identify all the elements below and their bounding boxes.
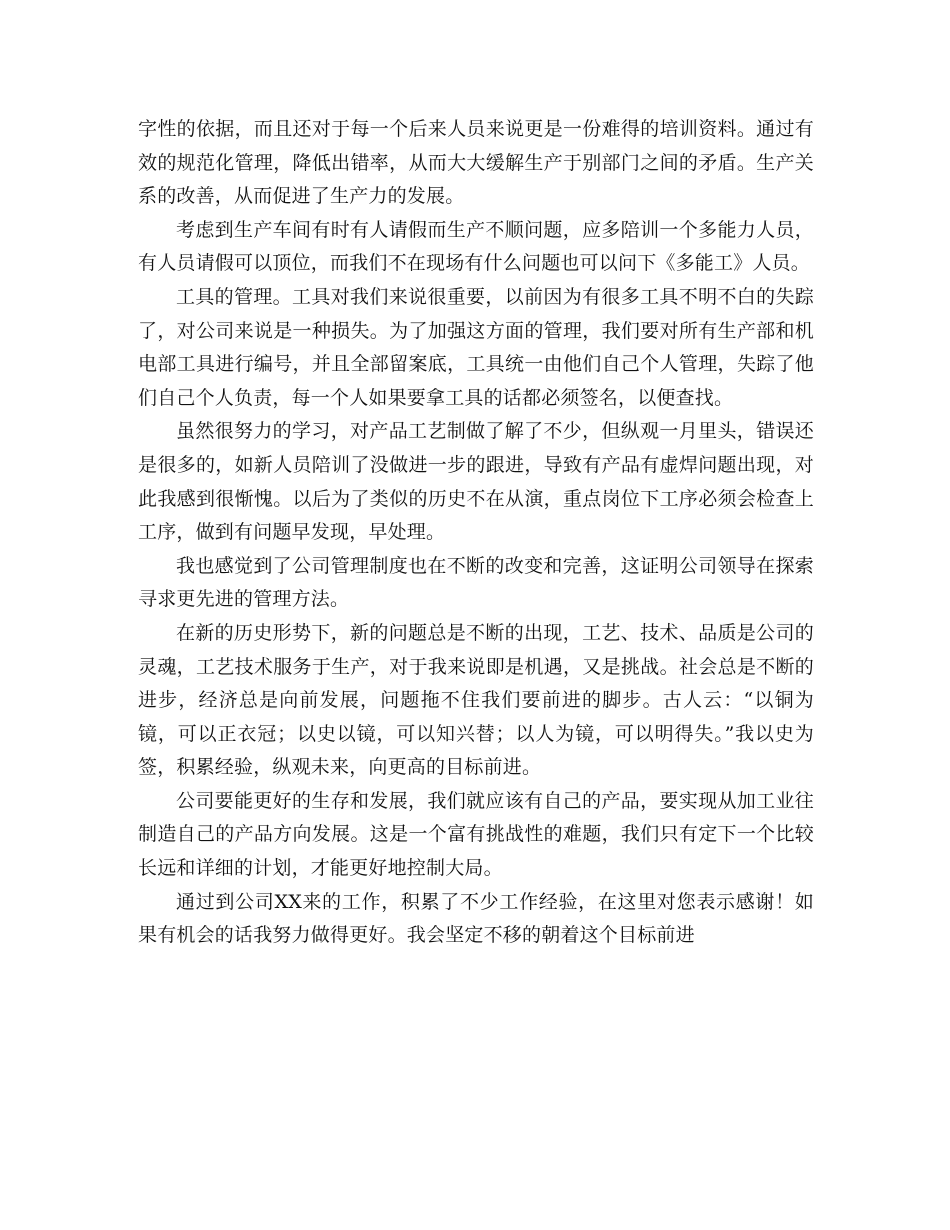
document-body [138, 113, 814, 953]
paragraph-4: 虽然很努力的学习，对产品工艺制做了解了不少，但纵观一月里头，错误还是很多的，如新人员陪训了没做进一步的跟进，导致有产品有虚焊问题出现，对此我感到很惭愧。以后为了类似的历史不在从演，重点岗位下工序必须会检查上工序，做到有问题早发现，早处理。 [138, 420, 814, 544]
paragraph-8: 通过到公司XX来的工作，积累了不少工作经验，在这里对您表示感谢！如果有机会的话我努力做得更好。我会坚定不移的朝着这个目标前进 [138, 890, 814, 947]
paragraph-3: 工具的管理。工具对我们来说很重要，以前因为有很多工具不明不白的失踪了，对公司来说是一种损失。为了加强这方面的管理，我们要对所有生产部和机电部工具进行编号，并且全部留案底，工具统一由他们自己个人管理，失踪了他们自己个人负责，每一个人如果要拿工具的话都必须签名，以便查找。 [138, 285, 814, 409]
paragraph-6: 在新的历史形势下，新的问题总是不断的出现，工艺、技术、品质是公司的灵魂，工艺技术服务于生产，对于我来说即是机遇，又是挑战。社会总是不断的进步，经济总是向前发展，问题拖不住我们要前进的脚步。古人云：“以铜为镜，可以正衣冠；以史以镜，可以知兴替；以人为镜，可以明得失。”我以史为签，积累经验，纵观未来，向更高的目标前进。 [138, 621, 814, 779]
paragraph-2: 考虑到生产车间有时有人请假而生产不顺问题，应多陪训一个多能力人员，有人员请假可以顶位，而我们不在现场有什么问题也可以问下《多能工》人员。 [138, 218, 814, 275]
paragraph-5: 我也感觉到了公司管理制度也在不断的改变和完善，这证明公司领导在探索寻求更先进的管理方法。 [138, 554, 814, 611]
paragraph-7: 公司要能更好的生存和发展，我们就应该有自己的产品，要实现从加工业往制造自己的产品方向发展。这是一个富有挑战性的难题，我们只有定下一个比较长远和详细的计划，才能更好地控制大局。 [138, 789, 814, 880]
paragraph-1: 字性的依据，而且还对于每一个后来人员来说更是一份难得的培训资料。通过有效的规范化管理，降低出错率，从而大大缓解生产于别部门之间的矛盾。生产关系的改善，从而促进了生产力的发展。 [138, 118, 814, 208]
